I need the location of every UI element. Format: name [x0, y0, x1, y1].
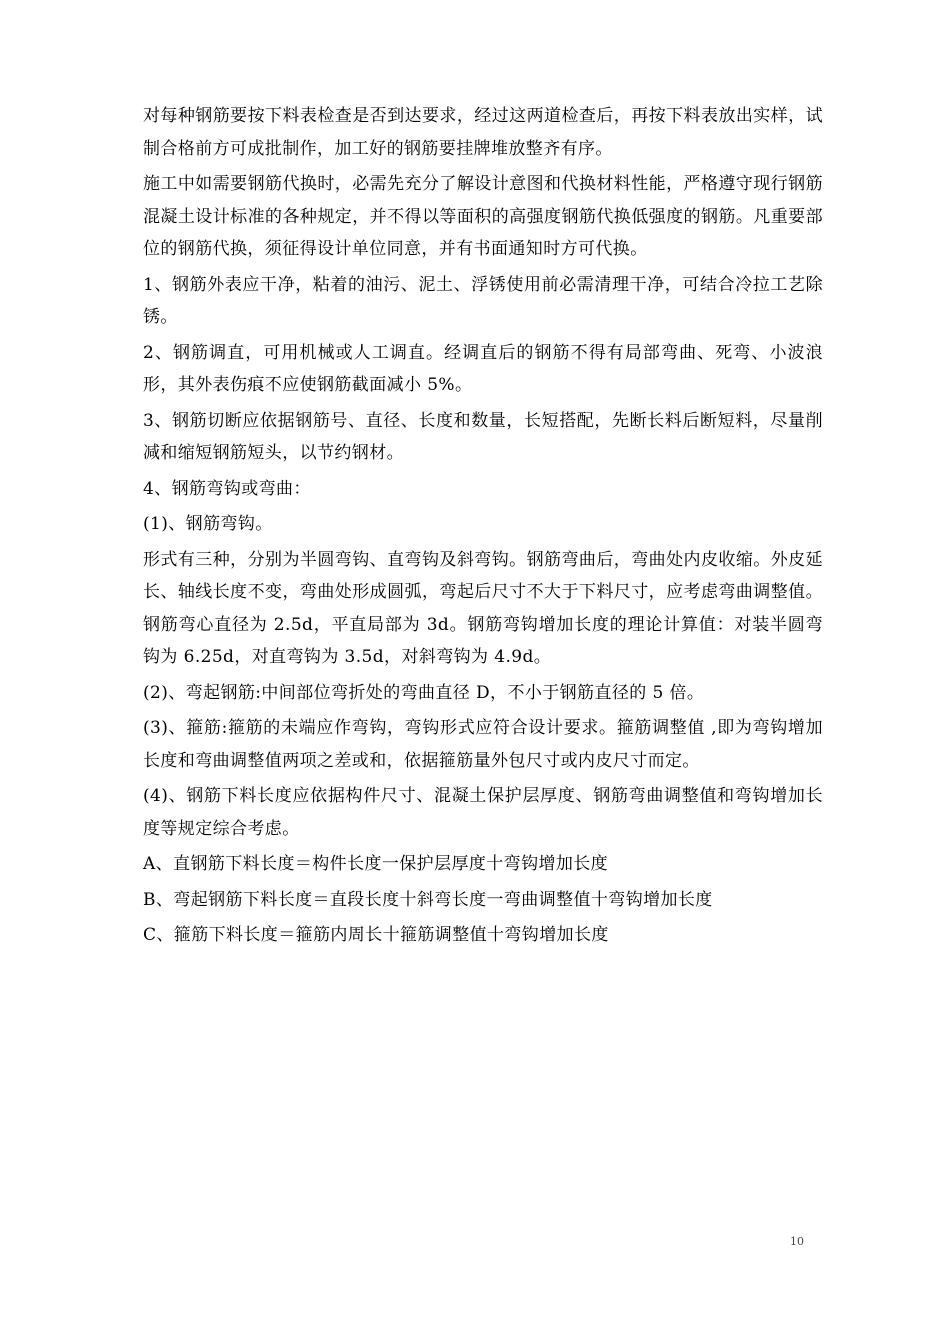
paragraph-subitem-4: (4)、钢筋下料长度应依据构件尺寸、混凝土保护层厚度、钢筋弯曲调整值和弯钩增加长度等规定综合考虑。 — [143, 786, 823, 839]
paragraph-hook-forms: 形式有三种，分别为半圆弯钩、直弯钩及斜弯钩。钢筋弯曲后，弯曲处内皮收缩。外皮延长、轴线长度不变，弯曲处形成圆弧，弯起后尺寸不大于下料尺寸，应考虑弯曲调整值。钢筋弯心直径为 2.5d，平直局部为 3d。钢筋弯钩增加长度的理论计算值：对装半圆弯钩为 6.25d，对直弯钩为 3.5d，对斜弯钩为 4.9d。 — [143, 549, 823, 667]
paragraph-inspection: 对每种钢筋要按下料表检查是否到达要求，经过这两道检查后，再按下料表放出实样，试制合格前方可成批制作，加工好的钢筋要挂牌堆放整齐有序。 — [143, 106, 823, 159]
paragraph-item-4: 4、钢筋弯钩或弯曲： — [143, 478, 311, 499]
paragraph-subitem-3: (3)、箍筋:箍筋的未端应作弯钩，弯钩形式应符合设计要求。箍筋调整值 ,即为弯钩增加长度和弯曲调整值两项之差或和，依据箍筋量外包尺寸或内皮尺寸而定。 — [143, 718, 823, 771]
paragraph-subitem-1: (1)、钢筋弯钩。 — [143, 514, 273, 534]
page-number: 10 — [790, 1235, 804, 1248]
paragraph-subitem-2: (2)、弯起钢筋:中间部位弯折处的弯曲直径 D，不小于钢筋直径的 5 倍。 — [143, 682, 705, 703]
paragraph-item-1: 1、钢筋外表应干净，粘着的油污、泥土、浮锈使用前必需清理干净，可结合冷拉工艺除锈。 — [143, 274, 823, 327]
paragraph-substitution: 施工中如需要钢筋代换时，必需先充分了解设计意图和代换材料性能，严格遵守现行钢筋混凝土设计标准的各种规定，并不得以等面积的高强度钢筋代换低强度的钢筋。凡重要部位的钢筋代换，须征得设计单位同意，并有书面通知时方可代换。 — [143, 174, 823, 259]
paragraph-item-3: 3、钢筋切断应依据钢筋号、直径、长度和数量，长短搭配，先断长料后断短料，尽量削减和缩短钢筋短头，以节约钢材。 — [143, 410, 823, 463]
paragraph-item-2: 2、钢筋调直，可用机械或人工调直。经调直后的钢筋不得有局部弯曲、死弯、小波浪形，其外表伤痕不应使钢筋截面减小 5%。 — [143, 342, 823, 395]
paragraph-formula-a: A、直钢筋下料长度＝构件长度一保护层厚度十弯钩增加长度 — [143, 854, 609, 874]
paragraph-formula-b: B、弯起钢筋下料长度＝直段长度十斜弯长度一弯曲调整值十弯钩增加长度 — [143, 889, 713, 910]
paragraph-formula-c: C、箍筋下料长度＝箍筋内周长十箍筋调整值十弯钩增加长度 — [143, 925, 609, 945]
body-text — [143, 100, 823, 955]
